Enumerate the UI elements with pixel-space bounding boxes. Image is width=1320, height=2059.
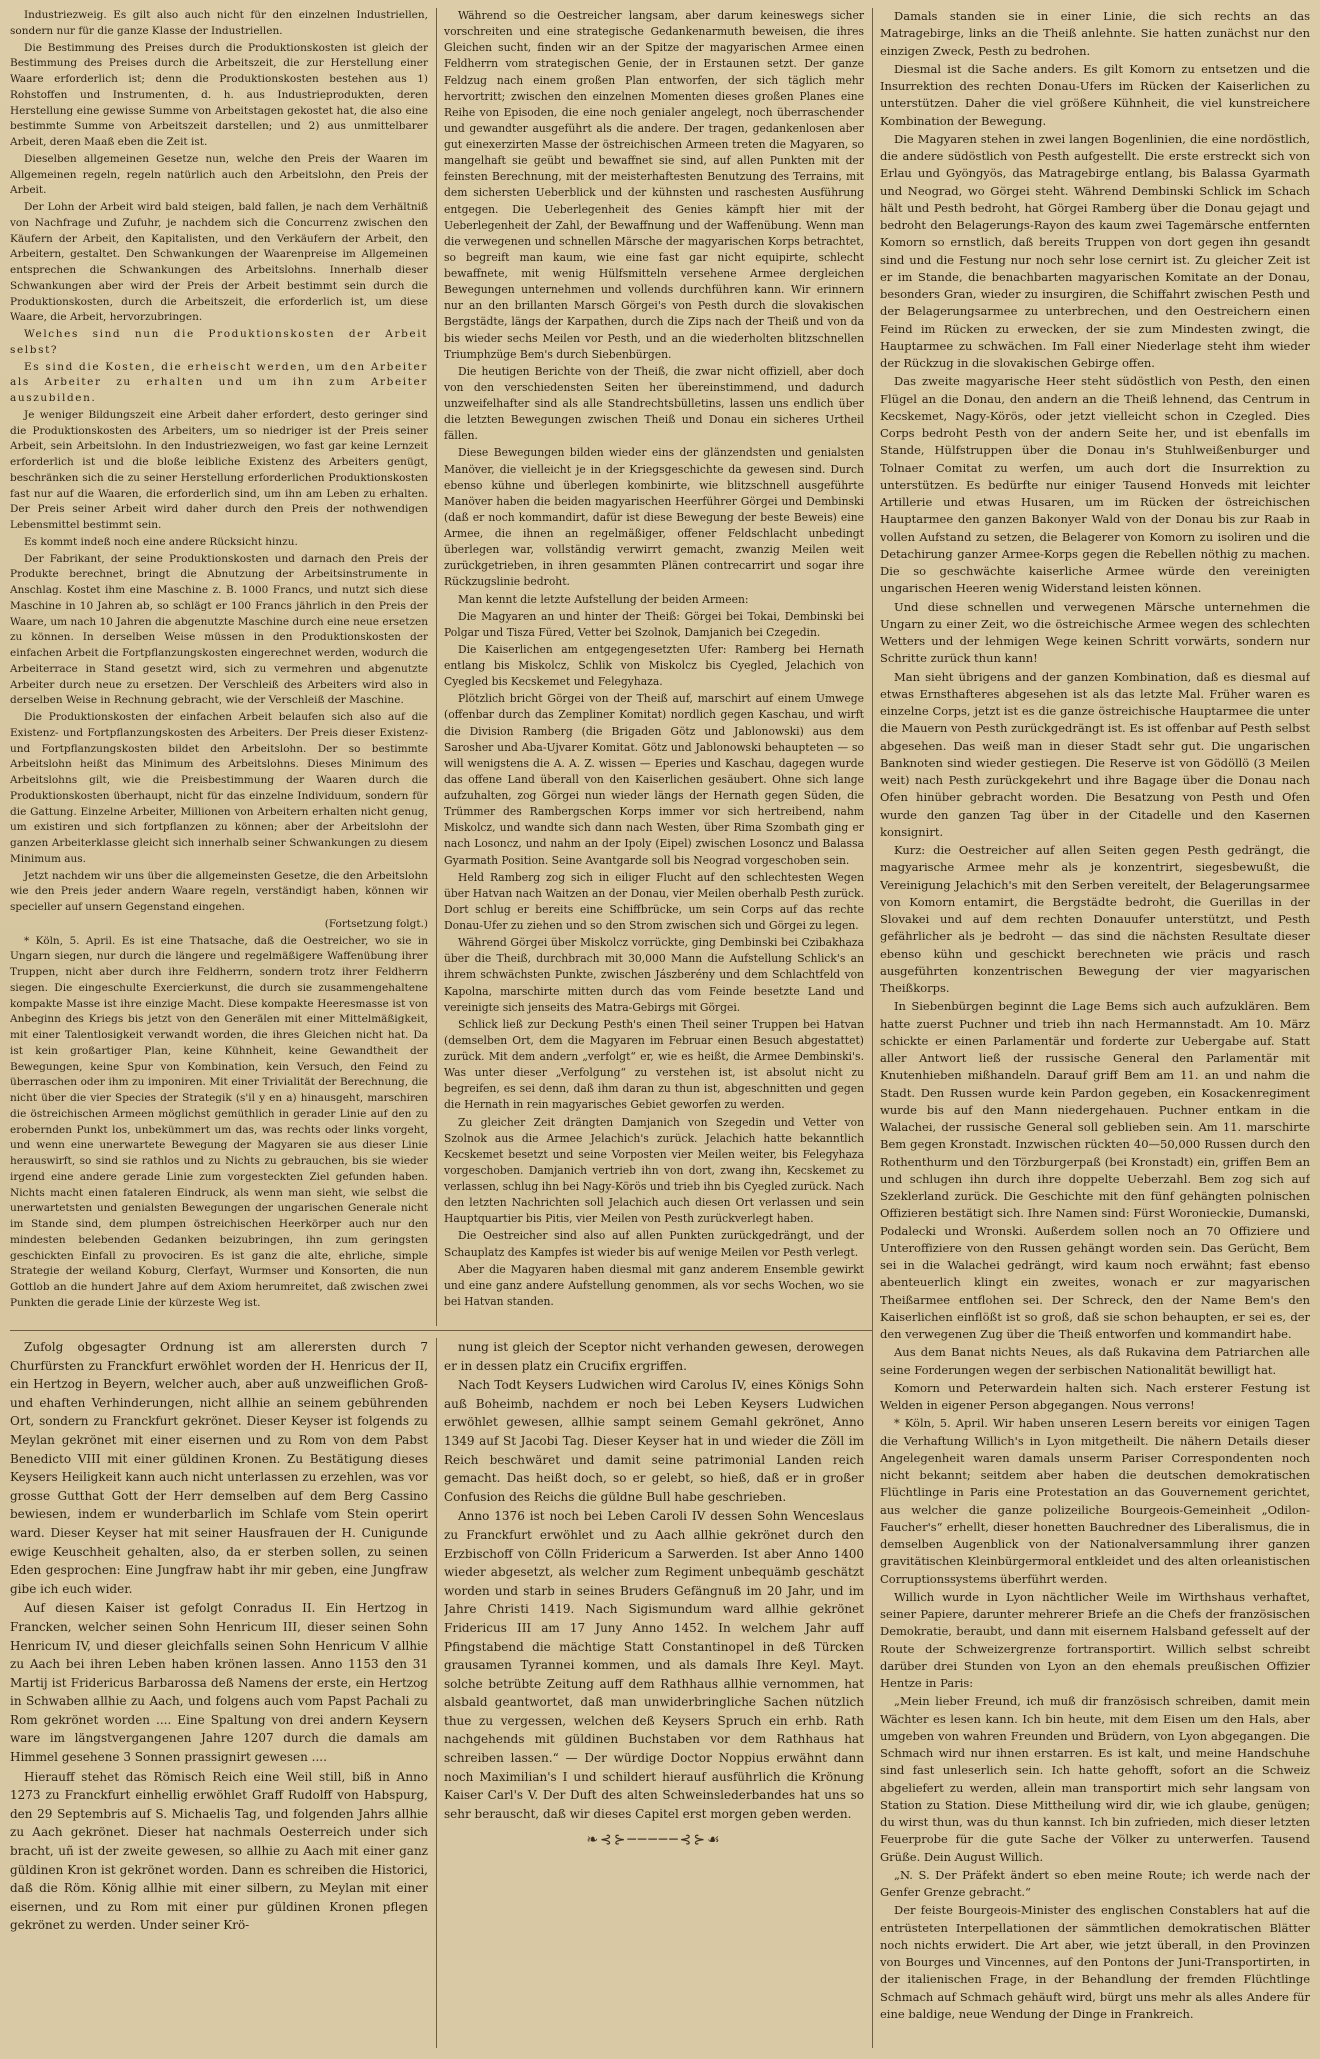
upper-col1-paragraph: Es sind die Kosten, die erheischt werden, um den Arbeiter als Arbeiter zu erhalten und um ihn zum Arbeiter auszubilden. (10, 360, 428, 404)
upper-col3-paragraph: Komorn und Peterwardein halten sich. Nach ersterer Festung ist Welden in eigener Person abgegangen. Nous verrons! (880, 1380, 1310, 1412)
lower-col2-paragraph: Anno 1376 ist noch bei Leben Caroli IV dessen Sohn Wenceslaus zu Franckfurt erwöhlet und zu Aach allhie gekrönet durch den Erzbischoff von Cölln Fridericum a Sarwerden. Ist aber Anno 1400 wieder abgesetzt, als welcher zum Regiment unbequämb geschätzt worden und starb in seines Bruders Gefängnuß im 20 Jahr, und im Jahre Christi 1419. Nach Sigismundum ward allhie gekrönet Fridericus III am 17 Juny Anno 1452. In welchem Jahr auff Pfingstabend die mächtige Statt Constantinopel in deß Türcken grausamen Tyrannei kommen, und als damals Ihre Keyl. Mayt. solche betrübte Zeitung auff dem Rathhaus allhie vernommen, hat alsbald geantwortet, daß man unwiderbringliche Sachen nützlich thue zu vergessen, welchen deß Keysers Spruch ein erhb. Rath nachgehends mit güldinen Buchstaben vor dem Rathhaus hat schreiben lassen.“ — Der würdige Doctor Noppius erwähnt dann noch Maximilian's I und schildert hierauf ausführlich die Krönung Kaiser Carl's V. Der Duft des alten Schweinslederbandes hat uns so sehr berauscht, daß wir dieses Capitel erst morgen geben werden. (444, 1509, 864, 1821)
upper-col1-paragraph: Welches sind nun die Produktionskosten der Arbeit selbst? (10, 328, 428, 356)
upper-col1-paragraph: * Köln, 5. April. Es ist eine Thatsache, daß die Oestreicher, wo sie in Ungarn siegen, nur durch die längere und regelmäßigere Waffenübung ihrer Truppen, nicht aber durch ihre Feldherrn, sondern trotz ihrer Feldherrn siegen. Die eingeschulte Exercierkunst, die durch sie zusammengehaltene kompakte Masse ist ihre einzige Macht. Diese kompakte Heeresmasse ist von Anbeginn des Kriegs bis jetzt von den Generälen mit einer Mittelmäßigkeit, mit einer Talentlosigkeit verwandt worden, die ihres Gleichen nicht hat. Da ist kein großartiger Plan, keine Kühnheit, keine Gewandtheit der Bewegungen, keine Spur von Kombination, kein Versuch, den Feind zu überraschen oder ihm zu imponiren. Mit einer Trivialität der Berechnung, die nicht über die vier Species der Strategik (s'il y en a) hinausgeht, marschiren die östreichischen Armeen möglichst gemüthlich in gerader Linie auf den zu erobernden Punkt los, unbekümmert um das, was rechts oder links vorgeht, und wenn eine unerwartete Bewegung der Magyaren sie aus dieser Linie herauswirft, so sind sie rathlos und zu Nichts zu gebrauchen, bis sie wieder irgend eine andere gerade Linie zum vorgesteckten Ziel gefunden haben. Nichts macht einen fataleren Eindruck, als wenn man sieht, wie selbst die unerwartetsten und genialsten Bewegungen der ungarischen Generale nicht im Stande sind, dem plumpen östreichischen Heerkörper auch nur den mindesten belebenden Gedanken beizubringen, ihn zum geringsten geschickten Einfall zu provociren. Es ist ganz die alte, ehrliche, simple Strategie der weiland Koburg, Clerfayt, Wurmser und Konsorten, die nun Gottlob an die hundert Jahre auf dem Axiom herumreitet, daß zwischen zwei Punkten die gerade Linie der kürzeste Weg ist. (10, 934, 428, 1309)
upper-col3-paragraph: „N. S. Der Präfekt ändert so eben meine Route; ich werde nach der Genfer Grenze gebracht.“ (880, 1867, 1310, 1899)
upper-col1-paragraph: Es kommt indeß noch eine andere Rücksicht hinzu. (24, 535, 298, 548)
upper-col3-paragraph: Man sieht übrigens and der ganzen Kombination, daß es diesmal auf etwas Ernsthafteres abgesehen ist als das letzte Mal. Früher waren es einzelne Corps, jetzt ist es die ganze östreichische Hauptarmee die unter die Mauern von Pesth zurückgedrängt ist. Es ist offenbar auf Pesth selbst abgesehen. Das weiß man in dieser Stadt sehr gut. Die ungarischen Banknoten sind wieder gestiegen. Die Reserve ist von Gödöllö (3 Meilen weit) nach Pesth zurückgekehrt und ihre Bagage über die Donau nach Ofen hinüber gebracht worden. Die Besatzung von Pesth und Ofen wurde den ganzen Tag über in der Citadelle und den Kasernen konsignirt. (880, 669, 1310, 839)
upper-col2-paragraph: Die Oestreicher sind also auf allen Punkten zurückgedrängt, und der Schauplatz des Kampfes ist wieder bis auf wenige Meilen vor Pesth verlegt. (444, 1229, 864, 1259)
lower-col2-paragraph: Nach Todt Keysers Ludwichen wird Carolus IV, eines Königs Sohn auß Boheimb, nachdem er noch bei Leben Keysers Ludwichen erwöhlet gewesen, allhie sampt seinem Gemahl gekrönet, Anno 1349 auf St Jacobi Tag. Dieser Keyser hat in und wieder die Zöll im Reich beschwäret und damit seine patrimonial Landen reich gemacht. Das heißt doch, so er gelebt, so hieß, daß er in großer Confusion des Reichs die güldne Bull habe geschrieben. (444, 1378, 864, 1504)
column-rule-2 (872, 8, 873, 2048)
upper-col2-paragraph: Während so die Oestreicher langsam, aber darum keineswegs sicher vorschreiten und eine strategische Gedankenarmuth beweisen, die ihres Gleichen sucht, finden wir an der Spitze der magyarischen Armee einen Feldherrn vom strategischen Genie, der in Erstaunen setzt. Der ganze Feldzug nach einem großen Plan entworfen, der sich täglich mehr hervortritt; zwischen den einzelnen Momenten dieses großen Planes eine Reihe von Episoden, die eine noch genialer angelegt, noch überraschender und gewandter ausgeführt als die andere. Der tragen, gedankenlosen aber gut einexerzirten Masse der östreichischen Armeen treten die Magyaren, so mangelhaft sie geübt und bewaffnet sie sind, auf allen Punkten mit der feinsten Berechnung, mit der meisterhaftesten Benutzung des Terrains, mit dem sichersten Ueberblick und der kühnsten und raschesten Ausführung entgegen. Die Ueberlegenheit des Genies kämpft hier mit der Ueberlegenheit der Zahl, der Bewaffnung und der Waffenübung. Wenn man die verwegenen und schnellen Märsche der magyarischen Korps betrachtet, so begreift man kaum, wie eine fast gar nicht equipirte, schlecht bewaffnete, mit wenig Hülfsmitteln versehene Armee dergleichen Bewegungen unternehmen und vollends durchführen kann. Wir erinnern nur an den brillanten Marsch Görgei's von Pesth durch die slovakischen Bergstädte, längs der Karpathen, durch die Zips nach der Theiß und von da bis wieder sechs Meilen vor Pesth, und an die wiederholten blitzschnellen Triumphzüge Bem's durch Siebenbürgen. (444, 9, 864, 361)
upper-col1-paragraph: Industriezweig. Es gilt also auch nicht für den einzelnen Industriellen, sondern nur für die ganze Klasse der Industriellen. (10, 9, 428, 37)
upper-col3-paragraph: Diesmal ist die Sache anders. Es gilt Komorn zu entsetzen und die Insurrektion des rechten Donau-Ufers im Rücken der Kaiserlichen zu unterstützen. Daher die viel größere Kühnheit, die viel kunstreichere Kombination der Bewegung. (880, 61, 1310, 128)
feuilleton-rule (10, 1330, 872, 1331)
upper-col2-paragraph: Schlick ließ zur Deckung Pesth's einen Theil seiner Truppen bei Hatvan (demselben Ort, dem die Magyaren im Februar einen Besuch abgestattet) zurück. Mit dem andern „verfolgt“ er, wie es heißt, die Armee Dembinski's. Was unter dieser „Verfolgung“ zu verstehen ist, ist absolut nicht zu begreifen, es sei denn, daß ihm daran zu thun ist, abgeschnitten und gegen die Hernath in rein magyarisches Gebiet geworfen zu werden. (444, 1017, 864, 1112)
upper-col2-paragraph: Man kennt die letzte Aufstellung der beiden Armeen: (458, 592, 749, 606)
column-rule-1 (436, 8, 437, 1326)
upper-col1-paragraph: Dieselben allgemeinen Gesetze nun, welche den Preis der Waaren im Allgemeinen regeln, regeln natürlich auch den Arbeitslohn, den Preis der Arbeit. (10, 152, 428, 197)
upper-col2-paragraph: Die Kaiserlichen am entgegengesetzten Ufer: Ramberg bei Hernath entlang bis Miskolcz, Schlik von Miskolcz bis Cyegled, Jelachich von Cyegled bis Kecskemet und Felegyhaza. (444, 642, 864, 689)
lower-col1-paragraph: Zufolg obgesagter Ordnung ist am allerersten durch 7 Churfürsten zu Franckfurt erwöhlet worden der H. Henricus der II, ein Hertzog in Beyern, welcher auch, aber auß unzweiflichen Groß- und ehaften Verhinderungen, nicht allhie an seinem gebührenden Ort, sondern zu Franckfurt gekrönet. Dieser Keyser ist folgends zu Meylan gekrönet mit einer eisernen und zu Rom von dem Pabst Benedicto VIII mit einer güldinen Kronen. Zu Bestätigung dieses Keysers Heiligkeit kann auch nicht unterlassen zu erzehlen, was vor grosse Gutthat Gott der Herr demselben auf dem Berg Cassino bewiesen, indem er wunderbarlich im Schlafe vom Stein operirt ward. Dieser Keyser hat mit seiner Hausfrauen der H. Cunigunde ewige Keuschheit gehalten, also, da er sterben sollen, zu seinen Eden gesprochen: Eine Jungfraw habt ihr mir geben, eine Jungfraw gibe ich euch wider. (10, 1340, 428, 1596)
upper-col1-paragraph: Die Bestimmung des Preises durch die Produktionskosten ist gleich der Bestimmung des Preises durch die Arbeitszeit, die zur Herstellung einer Waare erforderlich ist; denn die Produktionskosten bestehen aus 1) Rohstoffen und Instrumenten, d. h. aus Industrieprodukten, deren Herstellung eine gewisse Summe von Arbeitstagen gekostet hat, die also eine bestimmte Summe von Arbeitszeit darstellen; und 2) aus unmittelbarer Arbeit, deren Maaß eben die Zeit ist. (10, 41, 428, 148)
upper-col3-paragraph: Das zweite magyarische Heer steht südöstlich von Pesth, den einen Flügel an die Donau, den andern an die Theiß lehnend, das Centrum in Kecskemet, Nagy-Körös, oder jetzt vielleicht schon in Czegled. Dies Corps bedroht Pesth von der andern Seite her, und ist ebenfalls im Stande, Hülfstruppen über die Donau in's Stuhlweißenburger und Tolnaer Comitat zu werfen, um auch dort die Insurrektion zu unterstützen. Es bedürfte nur einiger Tausend Honveds mit leichter Artillerie und etwas Husaren, um im Rücken der östreichischen Hauptarmee den ganzen Bakonyer Wald von der Donau bis zur Raab in vollen Aufstand zu setzen, die Belagerer von Komorn zu isoliren und die Detachirung ganzer Armee-Korps gegen die Rebellen nöthig zu machen. Die so geschwächte kaiserliche Armee würde den vereinigten ungarischen Heeren wenig Widerstand leisten können. (880, 374, 1310, 596)
upper-col3-paragraph: Damals standen sie in einer Linie, die sich rechts an das Matragebirge, links an die Theiß anlehnte. Sie hatten zunächst nur den einzigen Zweck, Pesth zu bedrohen. (880, 9, 1310, 58)
lower-column-2 (444, 1338, 864, 2050)
lower-column-1 (10, 1338, 428, 2050)
upper-col1-paragraph: Der Fabrikant, der seine Produktionskosten und darnach den Preis der Produkte berechnet, bringt die Abnutzung der Arbeitsinstrumente in Anschlag. Kostet ihm eine Maschine z. B. 1000 Francs, und nutzt sich diese Maschine in 10 Jahren ab, so schlägt er 100 Francs jährlich in den Preis der Waare, um nach 10 Jahren die abgenutzte Maschine durch eine neue ersetzen zu können. In derselben Weise müssen in den Produktionskosten der einfachen Arbeit die Fortpflanzungskosten eingerechnet werden, wodurch die Arbeiterrace in Stand gesetzt wird, sich zu vermehren und abgenutzte Arbeiter durch neue zu ersetzen. Der Verschleiß des Arbeiters wird also in derselben Weise in Rechnung gebracht, wie der Verschleiß der Maschine. (10, 552, 428, 707)
upper-col2-paragraph: Diese Bewegungen bilden wieder eins der glänzendsten und genialsten Manöver, die vielleicht je in der Kriegsgeschichte da gewesen sind. Durch ebenso kühne und überlegen kombinirte, wie blitzschnell ausgeführte Manöver haben die beiden magyarischen Heerführer Görgei und Dembinski (daß er noch kommandirt, dafür ist diese Bewegung der beste Beweis) eine Armee, die ihnen an regelmäßiger, offener Feldschlacht unbedingt überlegen war, vollständig verwirrt gemacht, zwanzig Meilen weit zurückgetrieben, in ihren gesammten Plänen contrecarrirt und sogar ihre Rückzugslinie bedroht. (444, 446, 864, 589)
upper-col3-paragraph: Willich wurde in Lyon nächtlicher Weile im Wirthshaus verhaftet, seiner Papiere, darunter mehrerer Briefe an die Chefs der französischen Demokratie, beraubt, und dann mit eisernem Halsband gefesselt auf der Route der Schweizergrenze fortransportirt. Willich selbst schreibt darüber drei Stunden von Lyon an den ehemals preußischen Offizier Hentze in Paris: (880, 1589, 1310, 1690)
upper-col2-paragraph: Aber die Magyaren haben diesmal mit ganz anderem Ensemble gewirkt und eine ganz andere Aufstellung genommen, als vor sechs Wochen, wo sie bei Hatvan standen. (444, 1262, 864, 1308)
upper-col1-paragraph: Jetzt nachdem wir uns über die allgemeinsten Gesetze, die den Arbeitslohn wie den Preis jeder andern Waare regeln, verständigt haben, können wir specieller auf unsern Gegenstand eingehen. (10, 869, 428, 913)
upper-col3-paragraph: Die Magyaren stehen in zwei langen Bogenlinien, die eine nordöstlich, die andere südöstlich von Pesth aufgestellt. Die erste erstreckt sich von Erlau und Gyöngyös, das Matragebirge entlang, bis Balassa Gyarmath und Neograd, wo Görgei steht. Während Dembinski Schlick im Schach hält und Pesth bedroht, hat Görgei Ramberg über die Donau gejagt und bedroht den Belagerungs-Rayon des kaum zwei Tagemärsche entfernten Komorn so ernstlich, daß bereits Truppen von dort gegen ihn gesandt sind und die Festung nur noch sehr lose cernirt ist. Zu gleicher Zeit ist er im Stande, die benachbarten magyarischen Komitate an der Donau, besonders Gran, wieder zu insurgiren, die Schiffahrt zwischen Pesth und der Belagerungsarmee zu unterbrechen, und den Oestreichern einen Feind im Rücken zu erwecken, der sie zum Mindesten zwingt, die Hauptarmee zu schwächen. Im Fall einer Niederlage steht ihm wieder der Rückzug in die slovakischen Gebirge offen. (880, 131, 1310, 370)
upper-col1-paragraph: Die Produktionskosten der einfachen Arbeit belaufen sich also auf die Existenz- und Fortpflanzungskosten des Arbeiters. Der Preis dieser Existenz- und Fortpflanzungskosten bildet den Arbeitslohn. Der so bestimmte Arbeitslohn heißt das Minimum des Arbeitslohns. Dieses Minimum des Arbeitslohns gilt, wie die Preisbestimmung der Waaren durch die Produktionskosten überhaupt, nicht für das einzelne Individuum, sondern für die Gattung. Einzelne Arbeiter, Millionen von Arbeitern erhalten nicht genug, um existiren und sich fortpflanzen zu können; aber der Arbeitslohn der ganzen Arbeiterklasse gleicht sich innerhalb seiner Schwankungen zu diesem Minimum aus. (10, 711, 428, 865)
upper-col3-paragraph: Und diese schnellen und verwegenen Märsche unternehmen die Ungarn zu einer Zeit, wo die östreichische Armee wegen des schlechten Wetters und der lehmigen Wege keinen Schritt vorwärts, sondern nur Schritte zurück thun kann! (880, 599, 1310, 666)
upper-col3-paragraph: Aus dem Banat nichts Neues, als daß Rukavina dem Patriarchen alle seine Forderungen wegen der serbischen Nationalität bewilligt hat. (880, 1345, 1310, 1377)
column-rule-3 (436, 1338, 437, 2048)
upper-col1-paragraph: (Fortsetzung folgt.) (324, 917, 428, 930)
upper-col3-paragraph: In Siebenbürgen beginnt die Lage Bems sich auch aufzuklären. Bem hatte zuerst Puchner und trieb ihn nach Hermannstadt. Am 10. März schickte er einen Parlamentär und forderte zur Uebergabe auf. Statt aller Antwort ließ der russische General den Parlamentär mit Knutenhieben mißhandeln. Darauf griff Bem am 11. an und nahm die Stadt. Den Russen wurde kein Pardon gegeben, ein Kosackenregiment wurde bis auf den Mann niedergehauen. Puchner entkam in die Walachei, der russische General soll geblieben sein. Am 11. marschirte Bem gegen Kronstadt. Inzwischen rückten 40—50,000 Russen durch den Rothenthurm und den Törzburgerpaß (bei Kronstadt) ein, griffen Bem an und schlugen ihn durch ihre doppelte Ueberzahl. Bem zog sich auf Szeklerland zurück. Die Geschichte mit den fünf gehängten polnischen Offizieren bestätigt sich. Ihre Namen sind: Fürst Woronieckie, Dumanski, Podalecki und Wronski. Außerdem sollen noch an 70 Offiziere und Unteroffiziere von den Russen gehängt worden sein. Das Gerücht, Bem sei in die Walachei gedrängt, wird kaum noch erwähnt; fast ebenso abenteuerlich klingt ein zweites, wonach er zur magyarischen Theißarmee entflohen sei. Der Schreck, den der Name Bem's den Kaiserlichen einflößt ist so groß, daß sie schon behaupten, er sei es, der den verwegenen Zug über die Theiß entworfen und kommandirt habe. (880, 999, 1310, 1341)
upper-column-1 (10, 8, 428, 1328)
upper-col2-paragraph: Plötzlich bricht Görgei von der Theiß auf, marschirt auf einem Umwege (offenbar durch das Zempliner Komitat) nordlich gegen Kaschau, und wirft die Division Ramberg (die Brigaden Götz und Jablonowski) aus dem Sarosher und Aba-Ujvarer Komitat. Götz und Jablonowski behaupteten — so will wenigstens die A. A. Z. wissen — Eperies und Kaschau, dagegen wurde das offene Land überall von den Kaiserlichen gesäubert. Ohne sich lange aufzuhalten, zog Görgei nun wieder längs der Hernath gegen Süden, die Trümmer des Rambergschen Korps immer vor sich hertreibend, nahm Miskolcz, und wandte sich dann nach Westen, über Rima Szombath ging er nach Losoncz, und nahm an der Ipoly (Eipel) zwischen Losoncz und Balassa Gyarmath Position. Seine Avantgarde soll bis Neograd vorgeschoben sein. (444, 692, 864, 867)
upper-col3-paragraph: Kurz: die Oestreicher auf allen Seiten gegen Pesth gedrängt, die magyarische Armee mehr als je konzentrirt, siegesbewußt, die Vereinigung Jelachich's mit den Serben vereitelt, der Belagerungsarmee von Komorn entamirt, die Bergstädte bedroht, die Guerillas in der Slovakei und auf dem rechten Donauufer unterstützt, und Pesth gefährlicher als je bedroht — das sind die nächsten Resultate dieser ebenso kühn und geschickt berechneten wie präcis und rasch ausgeführten konzentrischen Bewegung der vier magyarischen Theißkorps. (880, 843, 1310, 995)
section-ornament: ❧⊰⊱─────⊰⊱☙ (586, 1832, 722, 1849)
upper-col3-paragraph: „Mein lieber Freund, ich muß dir französisch schreiben, damit mein Wächter es lesen kann. Ich bin heute, mit dem Eisen um den Hals, aber umgeben von wahren Freunden und Brüdern, von Lyon abgegangen. Die Schmach wird nur ihnen erstarren. Es ist kalt, und meine Handschuhe sind fast unleserlich sein. Ich hatte gehofft, sofort an die Schweiz abgeliefert zu werden, allein man transportirt mich sehr langsam von Station zu Station. Diese Mittheilung wird dir, wie ich glaube, genügen; du wirst thun, was du thun kannst. Ich bin zufrieden, mich dieser letzten Feuerprobe für die gute Sache der Völker zu unterwerfen. Tausend Grüße. Dein August Willich. (880, 1694, 1310, 1864)
upper-col1-paragraph: Je weniger Bildungszeit eine Arbeit daher erfordert, desto geringer sind die Produktionskosten des Arbeiters, um so niedriger ist der Preis seiner Arbeit, sein Arbeitslohn. In den Industriezweigen, wo fast gar keine Lernzeit erforderlich ist und die bloße leibliche Existenz des Arbeiters genügt, beschränken sich die zu seiner Herstellung erforderlichen Produktionskosten fast nur auf die Waaren, die erforderlich sind, um ihn am Leben zu erhalten. Der Preis seiner Arbeit wird daher durch den Preis der nothwendigen Lebensmittel bestimmt sein. (10, 408, 428, 531)
lower-col1-paragraph: Hierauff stehet das Römisch Reich eine Weil still, biß in Anno 1273 zu Franckfurt einhellig erwöhlet Graff Rudolff von Habspurg, den 29 Septembris auf S. Michaelis Tag, und folgenden Jahrs allhie zu Aach gekrönet. Dieser hat nachmals Oesterreich under sich bracht, uñ ist der zweite gewesen, so allhie zu Aach mit einer ganz güldinen Kron ist gekrönet worden. Dann es schreiben die Historici, daß die Röm. König allhie mit einer silbern, zu Meylan mit einer eisernen, und zu Rom mit einer pur güldinen Kronen pflegen gekrönet zu werden. Under seiner Krö- (10, 1769, 428, 1933)
lower-col1-paragraph: Auf diesen Kaiser ist gefolgt Conradus II. Ein Hertzog in Francken, welcher seinen Sohn Henricum III, dieser seinen Sohn Henricum IV, und dieser gleichfalls seinen Sohn Henricum V allhie zu Aach bei ihren Leben haben krönen lassen. Anno 1153 den 31 Martij ist Fridericus Barbarossa deß Namens der erste, ein Hertzog in Schwaben allhie zu Aach, und folgens auch vom Papst Pachali zu Rom gekrönet worden .... Eine Spaltung von drei andern Keysern ware im längstvergangenen Jahre 1207 durch die damals am Himmel gesehene 3 Sonnen prassignirt gewesen .... (10, 1601, 428, 1765)
lower-col2-paragraph: nung ist gleich der Sceptor nicht verhanden gewesen, derowegen er in dessen platz ein Crucifix ergriffen. (444, 1340, 864, 1373)
upper-col2-paragraph: Held Ramberg zog sich in eiliger Flucht auf den schlechtesten Wegen über Hatvan nach Waitzen an der Donau, vier Meilen oberhalb Pesth zurück. Dort schlug er bereits eine Schiffbrücke, um sein Corps auf das rechte Donau-Ufer zu ziehen und so den Strom zwischen sich und Görgei zu legen. (444, 870, 864, 932)
upper-col3-paragraph: Der feiste Bourgeois-Minister des englischen Constablers hat auf die entrüsteten Interpellationen der sämmtlichen demokratischen Blätter noch nichts erwidert. Die Art aber, wie jetzt überall, in den Provinzen von Bourges und Vincennes, auf den Pontons der Juni-Transportirten, in der italienischen Frage, in der Behandlung der fremden Flüchtlinge Schmach auf Schmach gehäuft wird, bürgt uns mehr als alles Andere für eine baldige, neue Wendung der Dinge in Frankreich. (880, 1903, 1310, 2021)
upper-column-3 (880, 8, 1310, 2052)
upper-col3-paragraph: * Köln, 5. April. Wir haben unseren Lesern bereits vor einigen Tagen die Verhaftung Willich's in Lyon mitgetheilt. Die nähern Details dieser Angelegenheit waren damals unserm Pariser Correspondenten noch nicht bekannt; seitdem aber haben die deutschen demokratischen Flüchtlinge in Paris eine Protestation an das Gouvernement gerichtet, aus welcher die ganze polizeiliche Bourgeois-Gemeinheit „Odilon-Faucher's“ erhellt, dieser honetten Bauchredner des Liberalismus, die in demselben Augenblick von der Nationalversammlung ihrer ganzen gravitätischen Kleinbürgermoral entkleidet und des alten orleanistischen Corruptionssystems überführt werden. (880, 1416, 1310, 1586)
upper-col1-paragraph: Der Lohn der Arbeit wird bald steigen, bald fallen, je nach dem Verhältniß von Nachfrage und Zufuhr, je nachdem sich die Concurrenz zwischen den Käufern der Arbeit, den Kapitalisten, und den Verkäufern der Arbeit, den Arbeitern, gestaltet. Den Schwankungen der Waarenpreise im Allgemeinen entsprechen die Schwankungen des Arbeitslohns. Innerhalb dieser Schwankungen aber wird der Preis der Arbeit bestimmt sein durch die Produktionskosten, durch die Arbeitszeit, die erforderlich ist, um diese Waare, die Arbeit, hervorzubringen. (10, 201, 428, 324)
upper-col2-paragraph: Die heutigen Berichte von der Theiß, die zwar nicht offiziell, aber doch von den verschiedensten Seiten her übereinstimmend, und dadurch unzweifelhafter sind als alle Standrechtsbülletins, lassen uns endlich über die letzten Bewegungen zwischen Theiß und Donau ein sicheres Urtheil fällen. (444, 364, 864, 443)
upper-column-2 (444, 8, 864, 1328)
upper-col2-paragraph: Während Görgei über Miskolcz vorrückte, ging Dembinski bei Czibakhaza über die Theiß, durchbrach mit 30,000 Mann die Aufstellung Schlick's an ihrem schwächsten Punkte, zwischen Jászberény und dem Schlachtfeld von Kapolna, marschirte mitten durch das vom Feinde besetzte Land und vereinigte sich jenseits des Matra-Gebirgs mit Görgei. (444, 936, 864, 1014)
upper-col2-paragraph: Zu gleicher Zeit drängten Damjanich von Szegedin und Vetter von Szolnok aus die Armee Jelachich's zurück. Jelachich hatte bekanntlich Kecskemet besetzt und seine Vorposten vier Meilen weiter, bis Felegyhaza vorgeschoben. Damjanich vertrieb ihn von dort, zwang ihn, Kecskemet zu verlassen, schlug ihn bei Nagy-Körös und trieb ihn bis Cyegled zurück. Nach den letzten Nachrichten soll Jelachich auch diesen Ort verlassen und sein Hauptquartier bis Pitis, vier Meilen von Pesth zurückverlegt haben. (444, 1115, 864, 1226)
upper-col2-paragraph: Die Magyaren an und hinter der Theiß: Görgei bei Tokai, Dembinski bei Polgar und Tisza Füred, Vetter bei Szolnok, Damjanich bei Czegedin. (444, 609, 864, 639)
